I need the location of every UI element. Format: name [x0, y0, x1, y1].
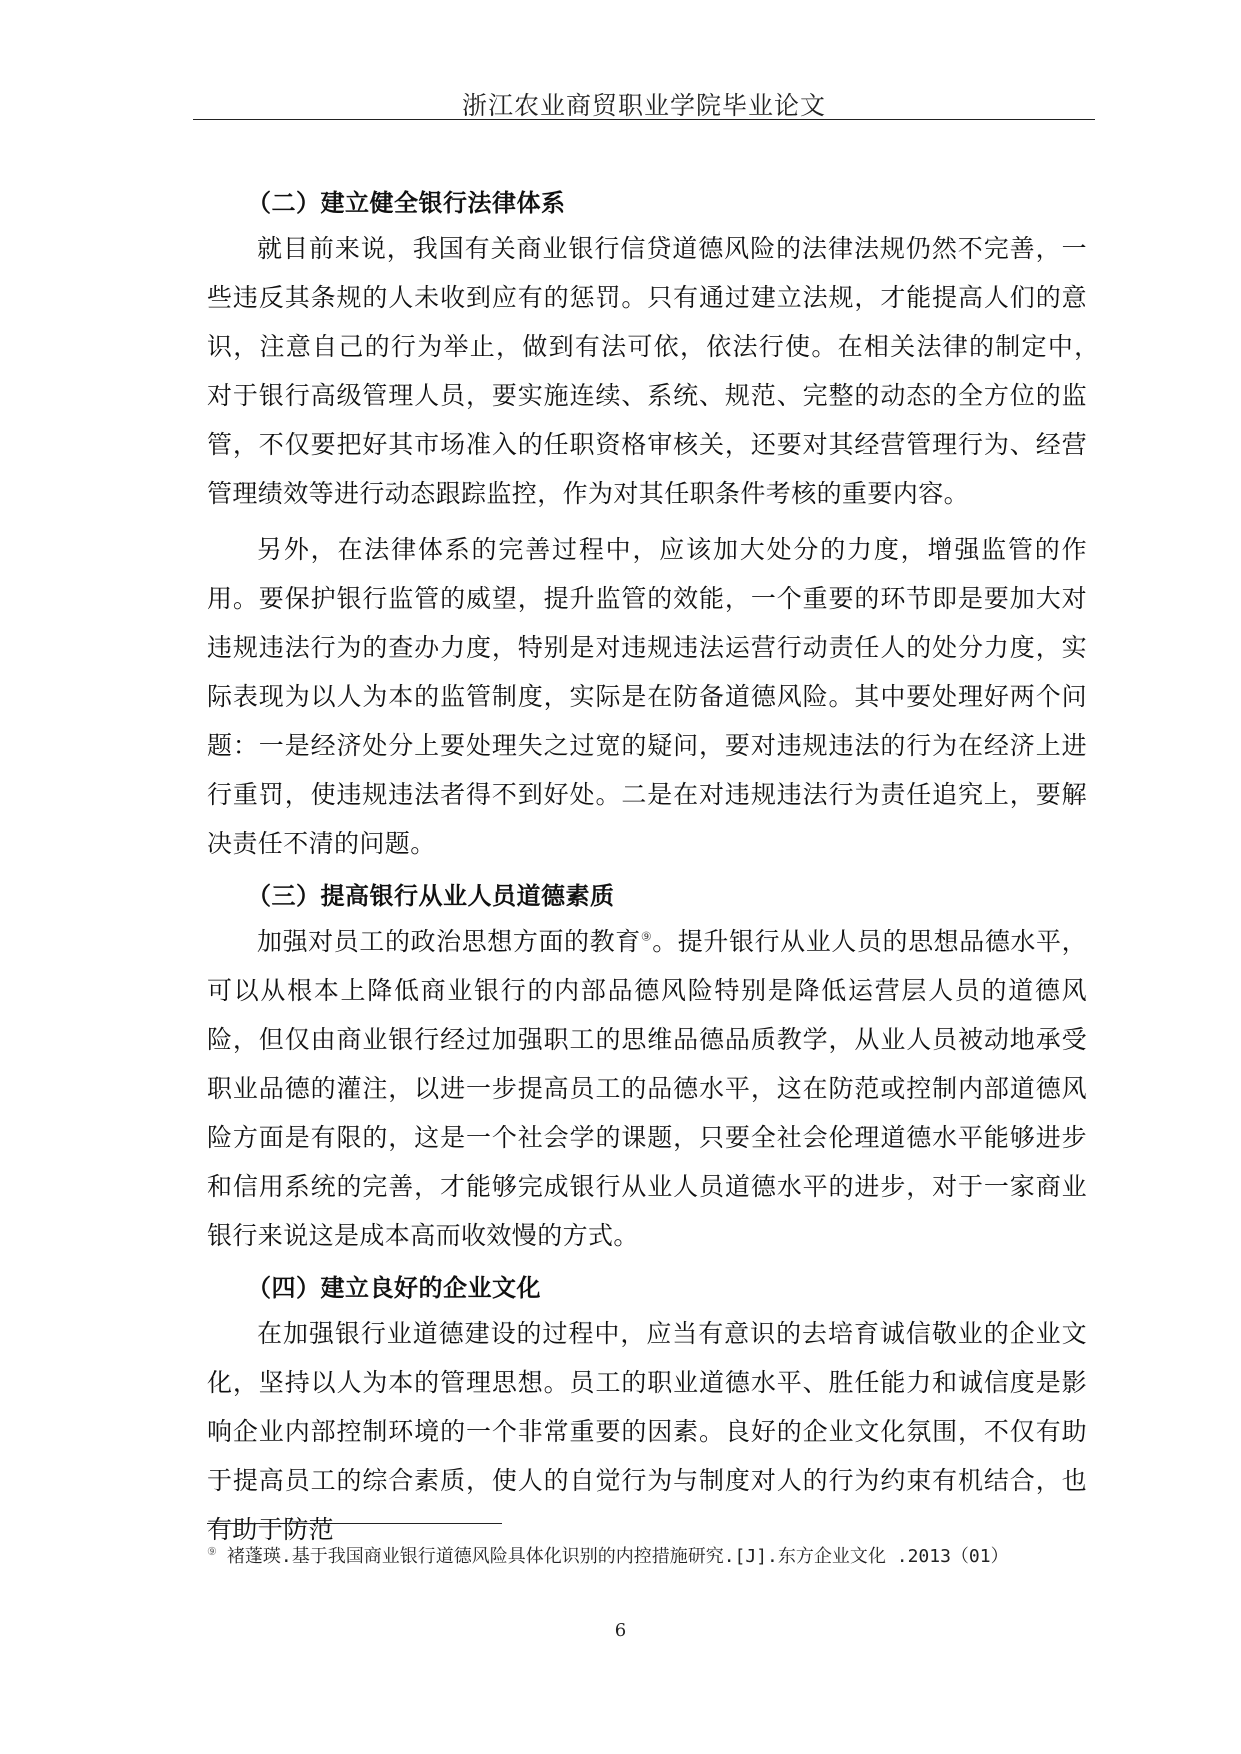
running-header: 浙江农业商贸职业学院毕业论文: [461, 91, 826, 120]
body-text: [207, 182, 1113, 1561]
paragraph-legal-system-1: 就目前来说，我国有关商业银行信贷道德风险的法律法规仍然不完善，一些违反其条规的人未收到应有的惩罚。只有通过建立法规，才能提高人们的意识，注意自己的行为举止，做到有法可依，依法行使。在相关法律的制定中， 对于银行高级管理人员，要实施连续、系统、规范、完整的动态的全方位的监管，不仅要把好其市场准入的任职资格审核关，还要对其经营管理行为、经营管理绩效等进行动态跟踪监控，作为对其任职条件考核的重要内容。: [207, 234, 1113, 508]
section-heading-legal-system: （二）建立健全银行法律体系: [247, 189, 566, 217]
footnote: [207, 1538, 1087, 1571]
footnote-text: 褚蓬瑛.基于我国商业银行道德风险具体化识别的内控措施研究.[J].东方企业文化 .2013（01）: [226, 1546, 1009, 1567]
paragraph-staff-ethics: [207, 917, 1087, 1260]
paragraph-legal-system-2: 另外，在法律体系的完善过程中，应该加大处分的力度，增强监管的作用。要保护银行监管的威望，提升监管的效能，一个重要的环节即是要加大对违规违法行为的查办力度，特别是对违规违法运营行动责任人的处分力度，实际表现为以人为本的监管制度，实际是在防备道德风险。其中要处理好两个问题：一是经济处分上要处理失之过宽的疑问，要对违规违法的行为在经济上进行重罚，使违规违法者得不到好处。二是在对违规违法行为责任追究上，要解决责任不清的问题。: [207, 535, 1087, 858]
section-heading-staff-ethics: （三）提高银行从业人员道德素质: [247, 882, 615, 910]
footnote-reference-marker[interactable]: ⑨: [640, 929, 653, 944]
paragraph-corporate-culture: 在加强银行业道德建设的过程中，应当有意识的去培育诚信敬业的企业文化，坚持以人为本的管理思想。员工的职业道德水平、胜任能力和诚信度是影响企业内部控制环境的一个非常重要的因素。良好的企业文化氛围，不仅有助于提高员工的综合素质，使人的自觉行为与制度对人的行为约束有机结合，也有助于防范: [207, 1319, 1087, 1544]
paragraph-staff-ethics-lead: 加强对员工的政治思想方面的教育: [257, 927, 641, 956]
page-number: 6: [614, 1620, 627, 1641]
header-rule: [193, 119, 1095, 120]
section-heading-corporate-culture: （四）建立良好的企业文化: [247, 1274, 541, 1302]
footnote-rule: [207, 1523, 502, 1524]
footnote-marker: ⑨: [207, 1545, 217, 1558]
paragraph-staff-ethics-rest: 。提升银行从业人员的思想品德水平，可以从根本上降低商业银行的内部品德风险特别是降低运营层人员的道德风险，但仅由商业银行经过加强职工的思维品德品质教学，从业人员被动地承受职业品德的灌注，以进一步提高员工的品德水平，这在防范或控制内部道德风险方面是有限的，这是一个社会学的课题，只要全社会伦理道德水平能够进步和信用系统的完善，才能够完成银行从业人员道德水平的进步，对于一家商业银行来说这是成本高而收效慢的方式。: [207, 927, 1087, 1250]
